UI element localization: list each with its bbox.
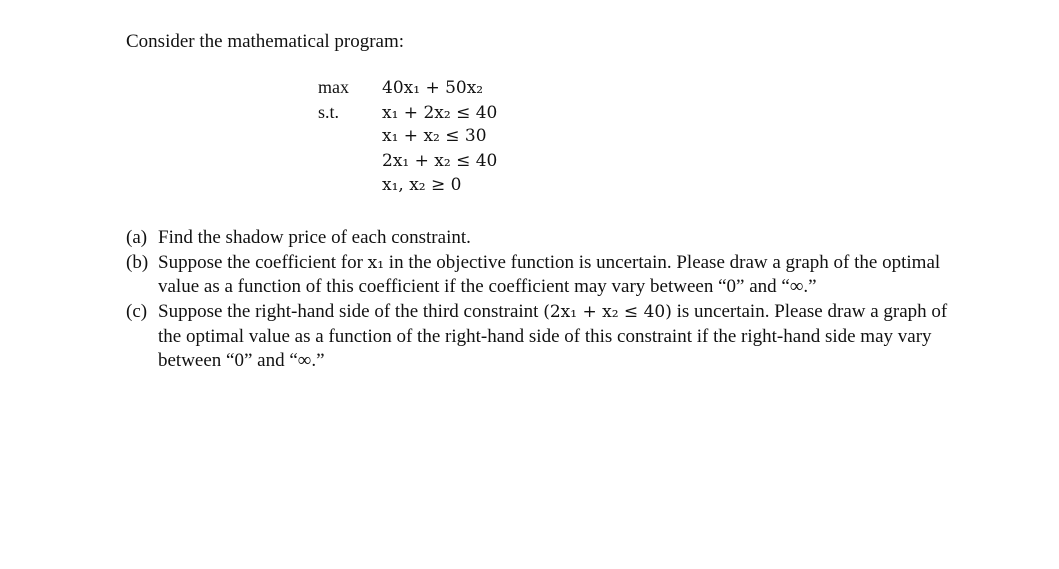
constraint-row (318, 175, 497, 200)
constraint-2: x₁ + x₂ ≤ 30 (382, 126, 487, 146)
question-text: Find the shadow price of each constraint. (158, 227, 471, 248)
question-a (126, 226, 956, 250)
objective-row (318, 77, 497, 102)
constraint-row (318, 102, 497, 127)
objective-function: 40x₁ + 50x₂ (382, 78, 484, 98)
constraint-3: 2x₁ + x₂ ≤ 40 (382, 150, 498, 171)
constraint-row (318, 151, 497, 176)
question-b (126, 251, 956, 299)
linear-program (318, 77, 497, 200)
question-c (126, 300, 956, 372)
nonnegativity-constraint: x₁, x₂ ≥ 0 (382, 175, 462, 195)
question-label: (b) (126, 251, 149, 273)
inline-variable: x₁ (367, 252, 385, 273)
question-label: (c) (126, 301, 148, 323)
question-text: Suppose the coefficient for x₁ in the objective function is uncertain. Please draw a graph of the optimal value as a function of this coefficient if the coefficient may vary between “0” and “∞.” (158, 251, 941, 298)
constraints-label: s.t. (318, 101, 340, 122)
question-list (126, 226, 956, 373)
constraint-row (318, 126, 497, 151)
problem-intro: Consider the mathematical program: (126, 31, 405, 52)
question-text: Suppose the right-hand side of the third constraint (2x₁ + x₂ ≤ 40) is uncertain. Please draw a graph of the optimal value as a function of the right-hand side of this constraint if the right-hand side may vary between “0” and “∞.” (158, 301, 948, 371)
constraint-1: x₁ + 2x₂ ≤ 40 (382, 102, 498, 123)
inline-constraint: (2x₁ + x₂ ≤ 40) (543, 302, 672, 323)
question-label: (a) (126, 227, 148, 248)
objective-label: max (318, 77, 349, 97)
